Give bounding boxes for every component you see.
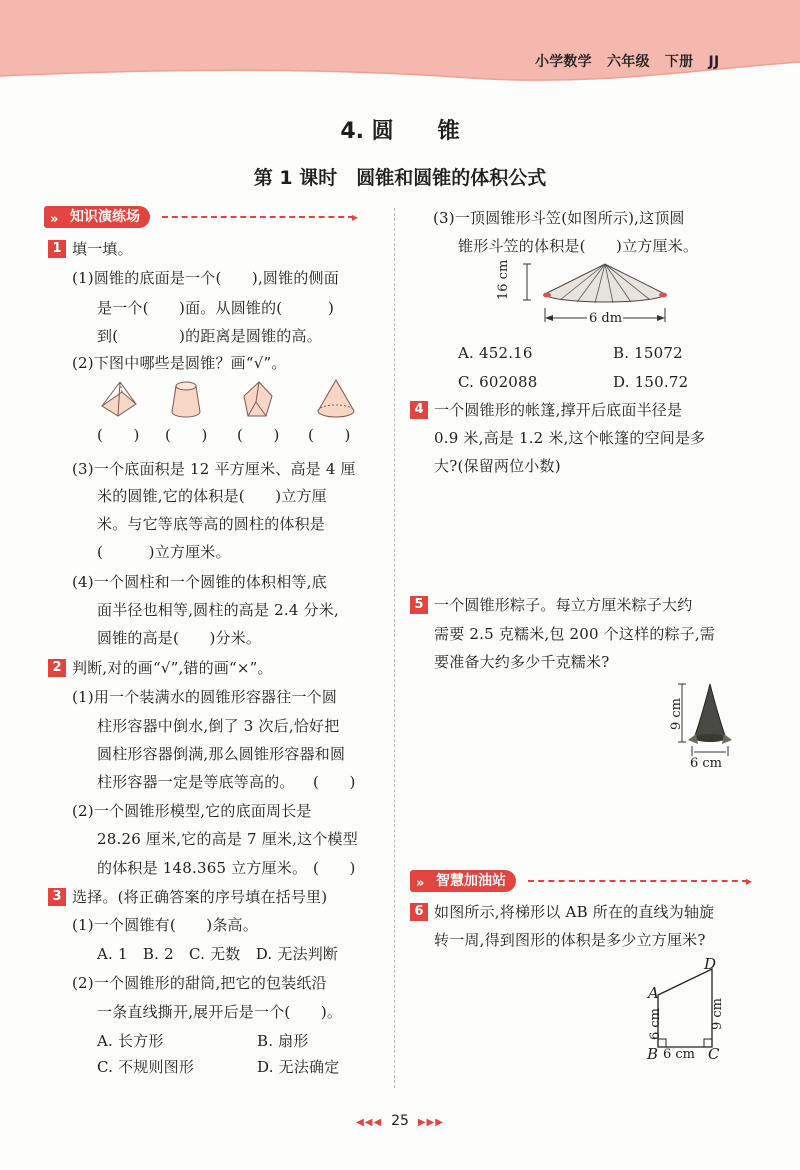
chapter-title: 4. 圆 锥 bbox=[340, 119, 460, 144]
q1-title: 填一填。 bbox=[72, 240, 133, 258]
q3-part2-option-a: A. 长方形 bbox=[97, 1032, 164, 1050]
shape-paren-3[interactable]: ( ) bbox=[237, 426, 280, 444]
q1-part4-line1: (4)一个圆柱和一个圆锥的体积相等,底 bbox=[72, 573, 327, 591]
q3-part3-option-a: A. 452.16 bbox=[458, 344, 533, 362]
dumpling-width-label: 6 cm bbox=[690, 756, 723, 771]
hat-width-label: 6 dm bbox=[589, 311, 623, 326]
question-number-5: 5 bbox=[410, 596, 428, 614]
q1-part2: (2)下图中哪些是圆锥？画“√”。 bbox=[72, 354, 287, 372]
q3-part2-option-d: D. 无法确定 bbox=[257, 1058, 340, 1076]
frustum-shape bbox=[172, 382, 200, 417]
q5-line2: 需要 2.5 克糯米,包 200 个这样的粽子,需 bbox=[434, 625, 716, 643]
q3-part2-line1: (2)一个圆锥形的甜筒,把它的包装纸沿 bbox=[72, 974, 327, 992]
question-number-6: 6 bbox=[410, 903, 428, 921]
q3-part1: (1)一个圆锥有( )条高。 bbox=[72, 916, 258, 934]
q2-part1-line4: 柱形容器一定是等底等高的。 bbox=[97, 773, 295, 791]
header-info bbox=[535, 52, 719, 72]
q4-line3: 大?(保留两位小数) bbox=[434, 457, 561, 475]
shape-paren-1[interactable]: ( ) bbox=[97, 426, 140, 444]
question-number-2: 2 bbox=[48, 659, 66, 677]
q4-line1: 一个圆锥形的帐篷,撑开后底面半径是 bbox=[434, 401, 683, 419]
bc-length-label: 6 cm bbox=[663, 1047, 696, 1062]
header-volume: 下册 bbox=[664, 54, 694, 70]
prev-arrows-icon: ◀◀◀ bbox=[356, 1117, 383, 1128]
q5-line3: 要准备大约多少千克糯米? bbox=[434, 653, 610, 671]
q3-part3-option-b: B. 15072 bbox=[613, 344, 683, 362]
question-number-3: 3 bbox=[48, 888, 66, 906]
next-arrows-icon: ▶▶▶ bbox=[417, 1117, 444, 1128]
double-chevron-icon: » bbox=[416, 876, 425, 891]
q2-part1-line2: 柱形容器中倒水,倒了 3 次后,恰好把 bbox=[97, 717, 340, 735]
hat-height-label: 16 cm bbox=[496, 259, 511, 300]
shape-paren-4[interactable]: ( ) bbox=[308, 426, 351, 444]
solid-shapes bbox=[96, 378, 366, 422]
vertex-a: A bbox=[648, 984, 659, 1002]
q3-part2-line2: 一条直线撕开,展开后是一个( )。 bbox=[97, 1003, 343, 1021]
column-divider bbox=[394, 208, 395, 1088]
q1-part4-line3: 圆锥的高是( )分米。 bbox=[97, 629, 262, 647]
q3-part1-options: A. 1 B. 2 C. 无数 D. 无法判断 bbox=[97, 945, 339, 963]
header-band bbox=[0, 0, 800, 90]
section-practice-label: 知识演练场 bbox=[70, 209, 140, 225]
pyramid-shape bbox=[102, 382, 136, 416]
page-number: 25 bbox=[391, 1113, 409, 1129]
q1-part4-line2: 面半径也相等,圆柱的高是 2.4 分米, bbox=[97, 601, 339, 619]
q1-part3-line2: 米的圆锥,它的体积是( )立方厘 bbox=[97, 487, 327, 505]
q6-line2: 转一周,得到图形的体积是多少立方厘米? bbox=[434, 931, 706, 949]
shape-paren-2[interactable]: ( ) bbox=[165, 426, 208, 444]
q4-line2: 0.9 米,高是 1.2 米,这个帐篷的空间是多 bbox=[434, 429, 706, 447]
q2-part2-line2: 28.26 厘米,它的高是 7 厘米,这个模型 bbox=[97, 830, 358, 848]
section-practice-heading: » 知识演练场 ▸ bbox=[44, 206, 364, 228]
question-number-1: 1 bbox=[48, 240, 66, 258]
q1-part3-line4: ( )立方厘米。 bbox=[97, 543, 231, 561]
q1-part3-line1: (3)一个底面积是 12 平方厘米、高是 4 厘 bbox=[72, 460, 356, 478]
q2-part2-answer[interactable]: ( ) bbox=[313, 859, 356, 877]
q2-part1-line1: (1)用一个装满水的圆锥形容器往一个圆 bbox=[72, 688, 338, 706]
vertex-c: C bbox=[708, 1045, 720, 1063]
q2-part1-line3: 圆柱形容器倒满,那么圆锥形容器和圆 bbox=[97, 745, 346, 763]
q2-part2-line1: (2)一个圆锥形模型,它的底面周长是 bbox=[72, 802, 312, 820]
vertex-d: D bbox=[704, 955, 717, 973]
q3-part3-option-d: D. 150.72 bbox=[613, 373, 689, 391]
dc-length-label: 9 cm bbox=[710, 997, 725, 1030]
q3-part2-option-c: C. 不规则图形 bbox=[97, 1058, 195, 1076]
q6-line1: 如图所示,将梯形以 AB 所在的直线为轴旋 bbox=[434, 903, 715, 921]
cone-shape bbox=[318, 380, 354, 417]
dumpling-height-label: 9 cm bbox=[669, 697, 684, 730]
header-subject: 小学数学 bbox=[535, 54, 592, 70]
q1-part1-line1: (1)圆锥的底面是一个( ),圆锥的侧面 bbox=[72, 269, 339, 287]
q3-part3-line2: 锥形斗笠的体积是( )立方厘米。 bbox=[458, 237, 699, 255]
page-footer bbox=[0, 1113, 800, 1129]
q1-part1-line3: 到( )的距离是圆锥的高。 bbox=[97, 327, 322, 345]
double-chevron-icon: » bbox=[50, 212, 59, 227]
q3-part3-line1: (3)一顶圆锥形斗笠(如图所示),这顶圆 bbox=[433, 209, 685, 227]
section-challenge-label: 智慧加油站 bbox=[436, 873, 506, 889]
q2-part1-answer[interactable]: ( ) bbox=[313, 773, 356, 791]
section-challenge-heading: » 智慧加油站 ▸ bbox=[410, 870, 760, 892]
ab-length-label: 6 cm bbox=[648, 1007, 663, 1040]
q1-part1-line2: 是一个( )面。从圆锥的( ) bbox=[97, 299, 335, 317]
q5-line1: 一个圆锥形粽子。每立方厘米粽子大约 bbox=[434, 596, 693, 614]
question-number-4: 4 bbox=[410, 401, 428, 419]
q3-title: 选择。(将正确答案的序号填在括号里) bbox=[72, 888, 328, 906]
q2-part2-line3: 的体积是 148.365 立方厘米。 bbox=[97, 859, 308, 877]
q1-part3-line3: 米。与它等底等高的圆柱的体积是 bbox=[97, 515, 326, 533]
header-grade: 六年级 bbox=[607, 54, 650, 70]
header-edition: JJ bbox=[708, 54, 720, 70]
lesson-title: 第 1 课时 圆锥和圆锥的体积公式 bbox=[253, 167, 547, 189]
q2-title: 判断,对的画“√”,错的画“×”。 bbox=[72, 659, 273, 677]
q3-part3-option-c: C. 602088 bbox=[458, 373, 538, 391]
q3-part2-option-b: B. 扇形 bbox=[257, 1032, 309, 1050]
polyhedron-shape bbox=[244, 382, 272, 416]
vertex-b: B bbox=[647, 1045, 659, 1063]
